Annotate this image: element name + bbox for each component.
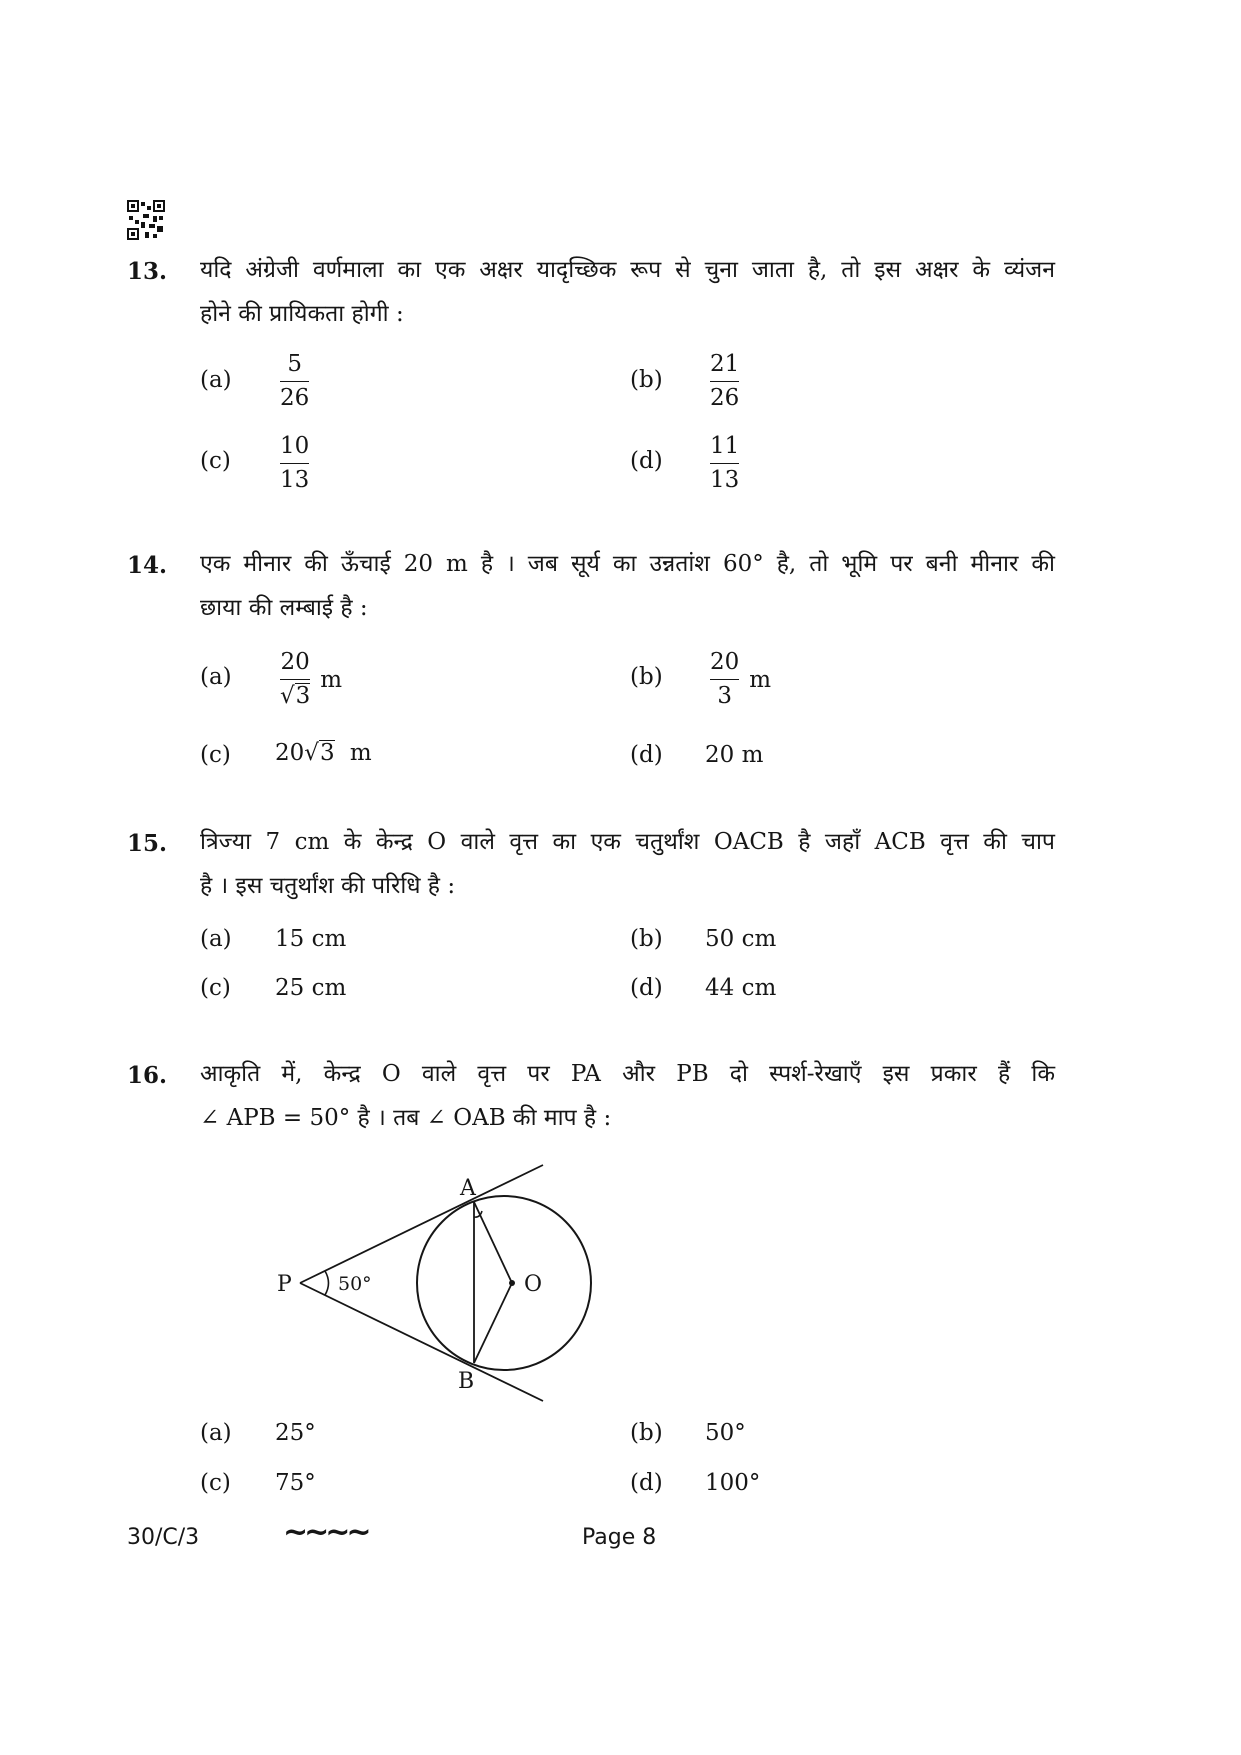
option-a-fraction	[280, 350, 309, 413]
option-a-label: (a)	[200, 367, 232, 393]
question-line: एक मीनार की ऊँचाई 20 m है । जब सूर्य का उन्नतांश 60° है, तो भूमि पर बनी मीनार की	[200, 551, 1055, 577]
question-text	[200, 820, 1055, 908]
question-number: 15.	[127, 830, 168, 857]
option-b-label: (b)	[630, 664, 663, 690]
question-line: यदि अंग्रेजी वर्णमाला का एक अक्षर यादृच्छिक रूप से चुना जाता है, तो इस अक्षर के व्यंजन	[200, 257, 1055, 283]
question-text	[200, 542, 1055, 630]
option-b-fraction	[710, 350, 739, 413]
option-b-value: 50 cm	[705, 926, 777, 952]
option-b-fraction	[710, 648, 772, 711]
page-number: Page 8	[582, 1525, 657, 1550]
numerator: 20	[710, 649, 740, 675]
numerator: 10	[280, 433, 310, 459]
numerator: 21	[710, 351, 740, 377]
option-c-value: 25 cm	[275, 975, 347, 1001]
fraction-bar	[280, 381, 309, 382]
radical-expression	[280, 682, 310, 711]
radius-oa	[474, 1202, 512, 1283]
denominator: 13	[280, 467, 310, 493]
question-line: ∠ APB = 50° है । तब ∠ OAB की माप है :	[200, 1105, 612, 1131]
question-line: होने की प्रायिकता होगी :	[200, 301, 404, 327]
option-a-value: 25°	[275, 1420, 316, 1446]
option-d-label: (d)	[630, 975, 663, 1001]
option-b-label: (b)	[630, 1420, 663, 1446]
option-d-label: (d)	[630, 1470, 663, 1496]
option-a-value: 15 cm	[275, 926, 347, 952]
fraction-bar	[710, 679, 739, 680]
center-point	[509, 1280, 515, 1286]
tangent-pb	[300, 1283, 543, 1401]
option-d-value: 20 m	[705, 742, 764, 768]
option-c-label: (c)	[200, 742, 231, 768]
question-number: 13.	[127, 258, 168, 285]
option-b-label: (b)	[630, 367, 663, 393]
option-b-value: 50°	[705, 1420, 746, 1446]
option-c-value	[275, 740, 372, 766]
option-d-value: 100°	[705, 1470, 761, 1496]
unit: m	[349, 740, 372, 766]
fraction-bar	[280, 679, 310, 680]
label-o: O	[524, 1272, 543, 1297]
radical-expression	[304, 740, 334, 766]
label-p: P	[277, 1272, 292, 1297]
option-a-label: (a)	[200, 1420, 232, 1446]
radical-sign: √	[280, 683, 295, 709]
option-a-fraction	[280, 648, 343, 711]
footer-ornament: ~~~~	[283, 1515, 368, 1550]
coefficient: 20	[275, 740, 305, 766]
question-line: छाया की लम्बाई है :	[200, 595, 368, 621]
angle-arc-p	[325, 1271, 329, 1295]
option-d-label: (d)	[630, 448, 663, 474]
option-d-value: 44 cm	[705, 975, 777, 1001]
radius-ob	[474, 1283, 512, 1363]
option-c-label: (c)	[200, 1470, 231, 1496]
unit: m	[320, 667, 343, 693]
question-line: त्रिज्या 7 cm के केन्द्र O वाले वृत्त का एक चतुर्थांश OACB है जहाँ ACB वृत्त की चाप	[200, 829, 1055, 855]
circle	[417, 1196, 591, 1370]
option-d-fraction	[710, 432, 739, 495]
label-b: B	[458, 1369, 475, 1394]
question-number: 14.	[127, 552, 168, 579]
question-number: 16.	[127, 1062, 168, 1089]
option-c-value: 75°	[275, 1470, 316, 1496]
fraction-bar	[710, 381, 739, 382]
qr-code-icon	[127, 200, 165, 240]
tangent-pa	[300, 1165, 543, 1283]
unit: m	[749, 667, 772, 693]
radicand: 3	[319, 740, 335, 766]
paper-code: 30/C/3	[127, 1525, 200, 1550]
numerator: 11	[710, 433, 740, 459]
option-b-label: (b)	[630, 926, 663, 952]
denominator: 26	[710, 385, 740, 411]
denominator: 13	[710, 467, 740, 493]
option-c-fraction	[280, 432, 309, 495]
fraction-bar	[280, 463, 309, 464]
label-a: A	[460, 1176, 476, 1201]
option-c-label: (c)	[200, 448, 231, 474]
numerator: 5	[287, 351, 302, 377]
option-d-label: (d)	[630, 742, 663, 768]
tangent-circle-diagram	[260, 1155, 620, 1415]
question-text	[200, 248, 1055, 336]
fraction-bar	[710, 463, 739, 464]
option-a-label: (a)	[200, 926, 232, 952]
option-c-label: (c)	[200, 975, 231, 1001]
radicand: 3	[295, 683, 311, 709]
question-text	[200, 1052, 1055, 1140]
question-line: आकृति में, केन्द्र O वाले वृत्त पर PA और PB दो स्पर्श-रेखाएँ इस प्रकार हैं कि	[200, 1061, 1055, 1087]
radical-sign: √	[304, 740, 319, 766]
numerator: 20	[280, 649, 310, 675]
option-a-label: (a)	[200, 664, 232, 690]
question-line: है । इस चतुर्थांश की परिधि है :	[200, 873, 456, 899]
angle-label: 50°	[338, 1273, 372, 1295]
denominator: 3	[717, 683, 732, 709]
denominator: 26	[280, 385, 310, 411]
